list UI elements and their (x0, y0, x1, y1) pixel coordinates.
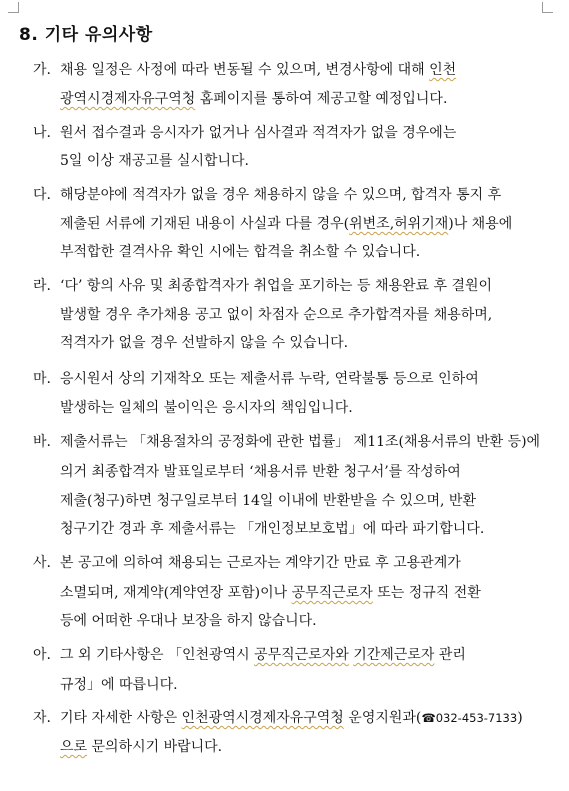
item-marker: 아. (33, 647, 51, 663)
spellcheck-flagged-text: 인천광역시경제자유구역청 (181, 710, 344, 726)
item-line (60, 304, 492, 324)
text-run: 해당분야에 적격자가 없을 경우 채용하지 않을 수 있으며, 합격자 통지 후 (60, 187, 502, 203)
item-line (60, 150, 249, 170)
item-line (60, 88, 447, 108)
text-run: 본 공고에 의하여 채용되는 근로자는 계약기간 만료 후 고용관계가 (60, 555, 461, 571)
item-line (60, 461, 461, 481)
item-line (60, 332, 348, 352)
item-line (60, 490, 476, 510)
text-run: 규정」에 따릅니다. (60, 677, 178, 693)
item-line (60, 59, 456, 79)
item-marker: 가. (33, 62, 51, 78)
text-run: )나 채용에 (448, 216, 513, 232)
item-line (60, 610, 317, 630)
spellcheck-flagged-text: 인천 (429, 62, 457, 78)
item-line (60, 431, 540, 451)
spellcheck-flagged-text: 위변조,허위기재 (349, 216, 449, 232)
page-corner-mark (542, 2, 553, 13)
text-run: 발생하는 일체의 불이익은 응시자의 책임입니다. (60, 400, 353, 416)
item-line (60, 518, 484, 538)
spellcheck-flagged-text: 기간제근로자 (353, 647, 435, 663)
text-run: 의거 최종합격자 발표일로부터 ‘채용서류 반환 청구서’를 작성하여 (60, 464, 461, 480)
item-line (60, 368, 479, 388)
item-line (60, 397, 353, 417)
section-heading: 8. 기타 유의사항 (19, 25, 153, 45)
item-line (60, 736, 222, 756)
spellcheck-flagged-text: 공무직근로자와 (254, 647, 349, 663)
item-line (60, 275, 492, 295)
item-line (60, 122, 456, 142)
text-run: 제출(청구)하면 청구일로부터 14일 이내에 반환받을 수 있으며, 반환 (60, 493, 476, 509)
item-line (60, 644, 466, 664)
item-line (60, 241, 420, 261)
text-run: 응시원서 상의 기재착오 또는 제출서류 누락, 연락불통 등으로 인하여 (60, 371, 479, 387)
text-run: 그 외 기타사항은 「인천광역시 (60, 647, 255, 663)
text-run: 발생할 경우 추가채용 공고 없이 차점자 순으로 추가합격자를 채용하며, (60, 307, 493, 323)
item-marker: 다. (33, 187, 51, 203)
text-run: 채용 일정은 사정에 따라 변동될 수 있으며, 변경사항에 대해 (60, 62, 430, 78)
item-marker: 나. (33, 125, 51, 141)
text-run: 부적합한 결격사유 확인 시에는 합격을 취소할 수 있습니다. (60, 244, 421, 260)
item-marker: 마. (33, 371, 51, 387)
text-run: 소멸되며, 재계약(계약연장 포함)이나 (60, 585, 292, 601)
item-line (60, 707, 523, 727)
text-run: 제출서류는 「채용절차의 공정화에 관한 법률」 제11조(채용서류의 반환 등)에 (60, 434, 541, 450)
text-run: ) (517, 710, 523, 726)
item-line (60, 184, 501, 204)
item-line (60, 213, 512, 233)
spellcheck-flagged-text: 공무직근로자 (291, 585, 373, 601)
item-line (60, 582, 481, 602)
text-run: 제출된 서류에 기재된 내용이 사실과 다를 경우( (60, 216, 350, 232)
text-run: 문의하시기 바랍니다. (87, 739, 223, 755)
text-run: 또는 정규직 전환 (372, 585, 481, 601)
item-line (60, 552, 461, 572)
text-run: ‘다’ 항의 사유 및 최종합격자가 취업을 포기하는 등 채용완료 후 결원이 (60, 278, 493, 294)
page-corner-mark (8, 2, 19, 13)
phone-number: ☎032-453-7133 (421, 711, 518, 725)
text-run: 등에 어떠한 우대나 보장을 하지 않습니다. (60, 613, 317, 629)
text-run: 기타 자세한 사항은 (60, 710, 182, 726)
item-marker: 자. (33, 710, 51, 726)
text-run: 5일 이상 재공고를 실시합니다. (60, 153, 249, 169)
text-run: 관리 (434, 647, 466, 663)
spellcheck-flagged-text: 광역시경제자유구역청 (60, 91, 196, 107)
text-run: 운영지원과( (343, 710, 422, 726)
item-line (60, 674, 178, 694)
item-marker: 바. (33, 434, 51, 450)
text-run: 홈페이지를 통하여 제공고할 예정입니다. (195, 91, 448, 107)
item-marker: 사. (33, 555, 51, 571)
text-run: 청구기간 경과 후 제출서류는 「개인정보보호법」에 따라 파기합니다. (60, 521, 485, 537)
text-run: 적격자가 없을 경우 선발하지 않을 수 있습니다. (60, 335, 349, 351)
spellcheck-flagged-text: 으로 (60, 739, 88, 755)
item-marker: 라. (33, 278, 51, 294)
text-run: 원서 접수결과 응시자가 없거나 심사결과 적격자가 없을 경우에는 (60, 125, 457, 141)
